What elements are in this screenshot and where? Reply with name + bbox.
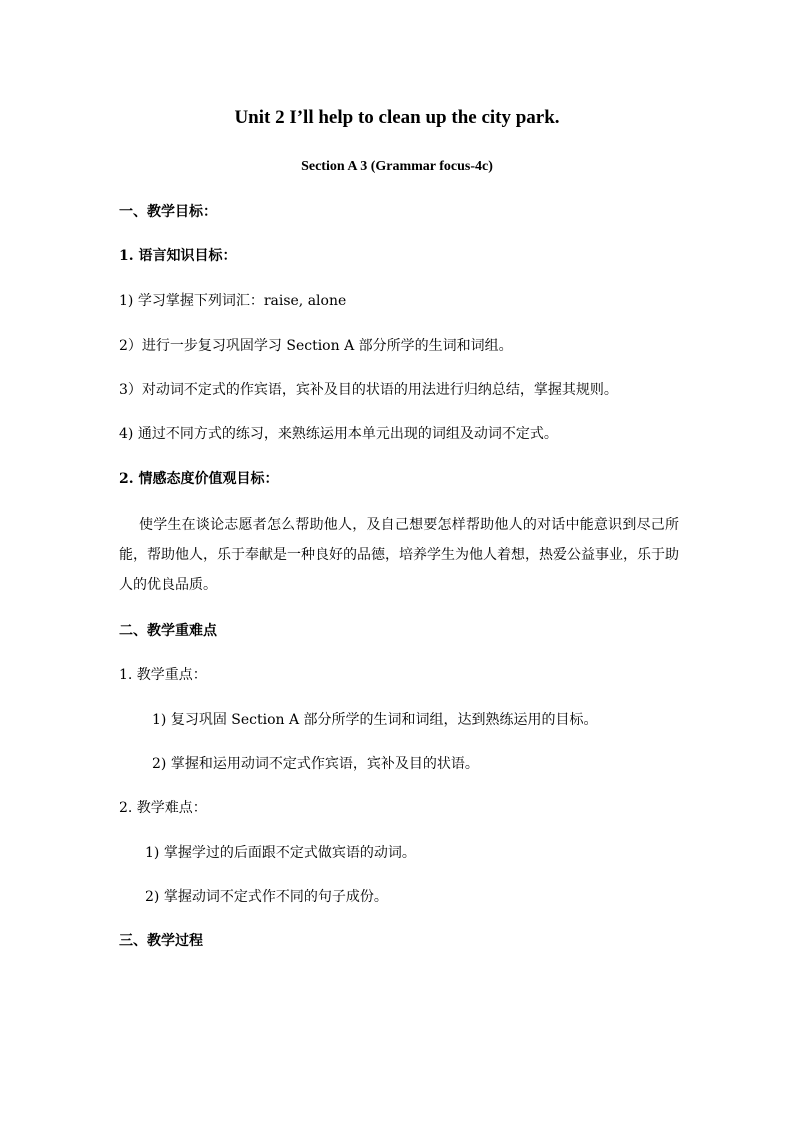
list-item: 2) 掌握动词不定式作不同的句子成份。 (145, 889, 388, 905)
subsection-heading-difficult-points: 2. 教学难点： (119, 800, 207, 816)
list-item: 1) 学习掌握下列词汇：raise, alone (119, 293, 347, 309)
subsection-heading-attitude: 2. 情感态度价值观目标： (119, 471, 279, 487)
list-item: 2）进行一步复习巩固学习 Section A 部分所学的生词和词组。 (119, 338, 513, 354)
attitude-paragraph: 使学生在谈论志愿者怎么帮助他人，及自己想要怎样帮助他人的对话中能意识到尽己所能，帮助他人，乐于奉献是一种良好的品德，培养学生为他人着想，热爱公益事业，乐于助人的优良品质。 (119, 517, 679, 593)
subsection-heading-key-points: 1. 教学重点： (119, 667, 207, 683)
list-item: 3）对动词不定式的作宾语，宾补及目的状语的用法进行归纳总结，掌握其规则。 (119, 382, 618, 398)
document-subtitle: Section A 3 (Grammar focus-4c) (301, 159, 493, 174)
subsection-heading-knowledge: 1. 语言知识目标： (119, 248, 237, 264)
section-heading-key-difficult: 二、教学重难点 (119, 623, 217, 639)
list-item: 4) 通过不同方式的练习，来熟练运用本单元出现的词组及动词不定式。 (119, 426, 558, 442)
section-heading-objectives: 一、教学目标： (119, 204, 217, 220)
list-item: 2) 掌握和运用动词不定式作宾语，宾补及目的状语。 (152, 756, 479, 772)
list-item: 1) 掌握学过的后面跟不定式做宾语的动词。 (145, 845, 416, 861)
list-item: 1) 复习巩固 Section A 部分所学的生词和词组，达到熟练运用的目标。 (152, 712, 598, 728)
section-heading-process: 三、教学过程 (119, 933, 203, 949)
document-title: Unit 2 I’ll help to clean up the city park. (234, 107, 560, 128)
